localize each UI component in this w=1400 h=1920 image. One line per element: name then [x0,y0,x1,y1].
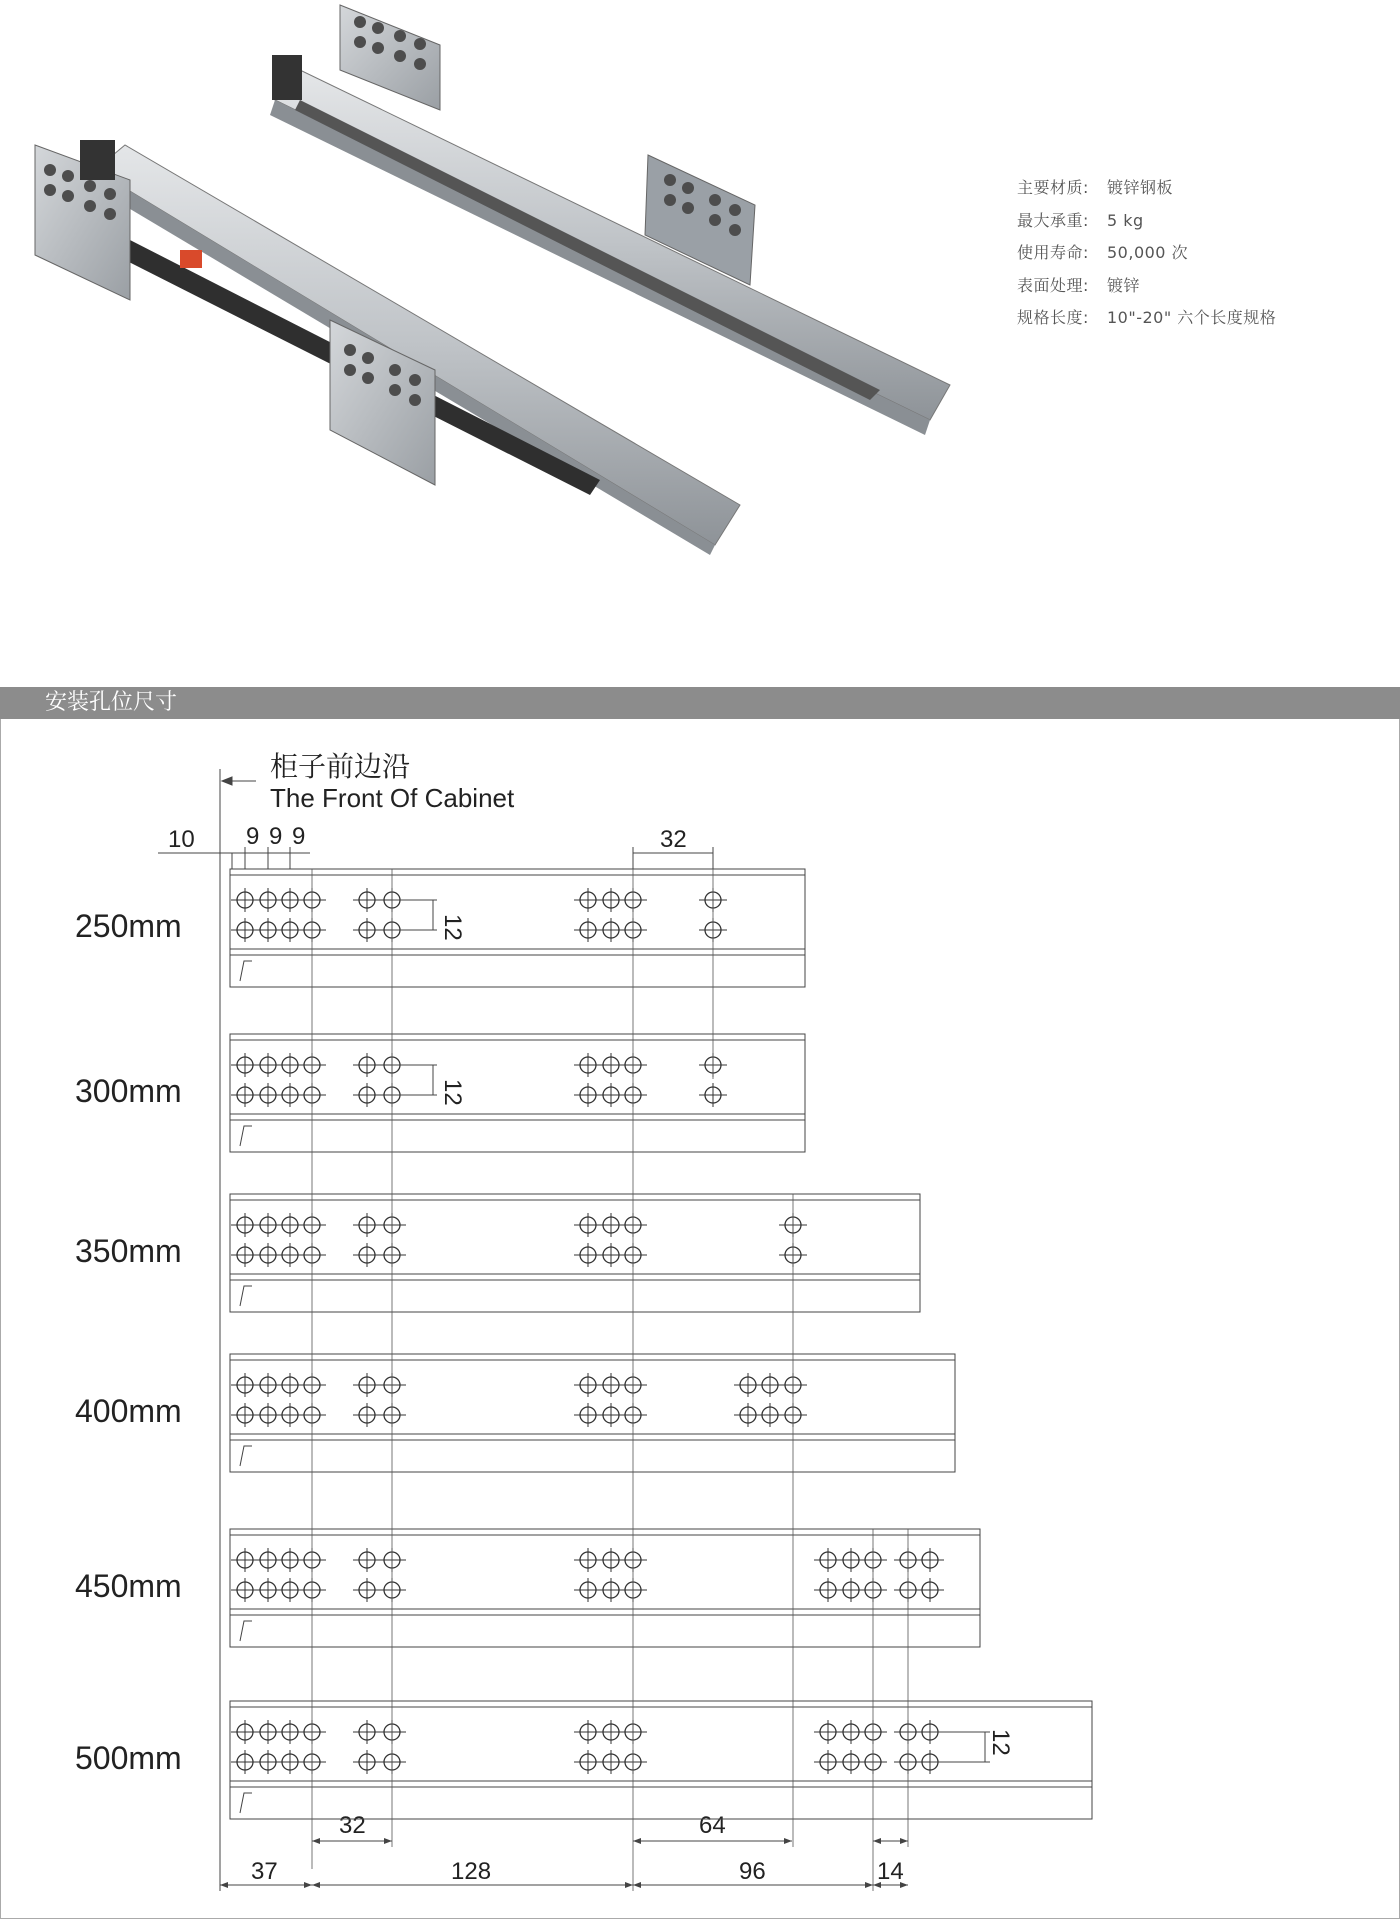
rail-outline [230,1354,955,1472]
size-label-350: 350mm [75,1233,182,1269]
rail-notch [240,1621,252,1641]
size-label-300: 300mm [75,1073,182,1109]
front-label-en: The Front Of Cabinet [270,783,515,813]
bottom-arrow-heads [220,1838,908,1888]
spec-value: 5 kg [1107,210,1144,230]
rail-notch [240,961,252,981]
size-label-400: 400mm [75,1393,182,1429]
size-label-500: 500mm [75,1740,182,1776]
dim-bottom-128: 128 [451,1858,492,1885]
rail-notch [240,1793,252,1813]
spec-label: 主要材质: [1017,178,1089,197]
dim-bottom-32: 32 [339,1812,366,1839]
spec-label: 最大承重: [1017,210,1089,230]
dim-top-32: 32 [660,826,687,853]
dim-vertical-12-300: 12 [439,1079,466,1106]
dim-bottom-64: 64 [699,1812,726,1839]
dim-vertical-12-500: 12 [987,1729,1014,1756]
spec-load [1017,208,1387,241]
rail-notch [240,1446,252,1466]
section-header [0,687,1400,719]
dim-bottom-14: 14 [877,1858,904,1885]
spec-label: 规格长度: [1017,308,1089,327]
spec-list [1017,175,1387,338]
spec-value: 10"-20" 六个长度规格 [1107,308,1277,327]
size-label-250: 250mm [75,908,182,944]
rail-outline [230,1194,920,1312]
dim-pitch-9-b: 9 [269,823,283,850]
spec-surface [1017,273,1387,306]
dim-bottom-96: 96 [739,1858,766,1885]
bottom-dimension-lines [220,1841,908,1885]
spec-value: 镀锌钢板 [1107,178,1174,197]
spec-material [1017,175,1387,208]
dim-pitch-9-a: 9 [246,823,260,850]
spec-value: 50,000 次 [1107,243,1189,262]
front-label-cn: 柜子前边沿 [270,751,411,782]
spec-length [1017,305,1387,338]
rail-notch [240,1126,252,1146]
rail-outline [230,869,805,987]
size-label-450: 450mm [75,1568,182,1604]
rail-outline [230,1529,980,1647]
front-arrow-head [222,777,232,785]
top-dimension-lines [158,847,713,869]
dim-vertical-12-250: 12 [439,914,466,941]
spec-label: 使用寿命: [1017,243,1089,262]
product-photo [0,0,1000,560]
dim-pitch-9-c: 9 [292,823,306,850]
section-title: 安装孔位尺寸 [45,690,178,715]
spec-value: 镀锌 [1107,275,1141,295]
spec-label: 表面处理: [1017,275,1089,295]
dim-offset-10: 10 [168,826,195,853]
slide-rail-front [35,140,740,555]
rail-outline [230,1034,805,1152]
spec-lifetime [1017,240,1387,273]
hole-position-drawing [0,719,1400,1920]
rail-notch [240,1286,252,1306]
dim-bottom-37: 37 [251,1858,278,1885]
